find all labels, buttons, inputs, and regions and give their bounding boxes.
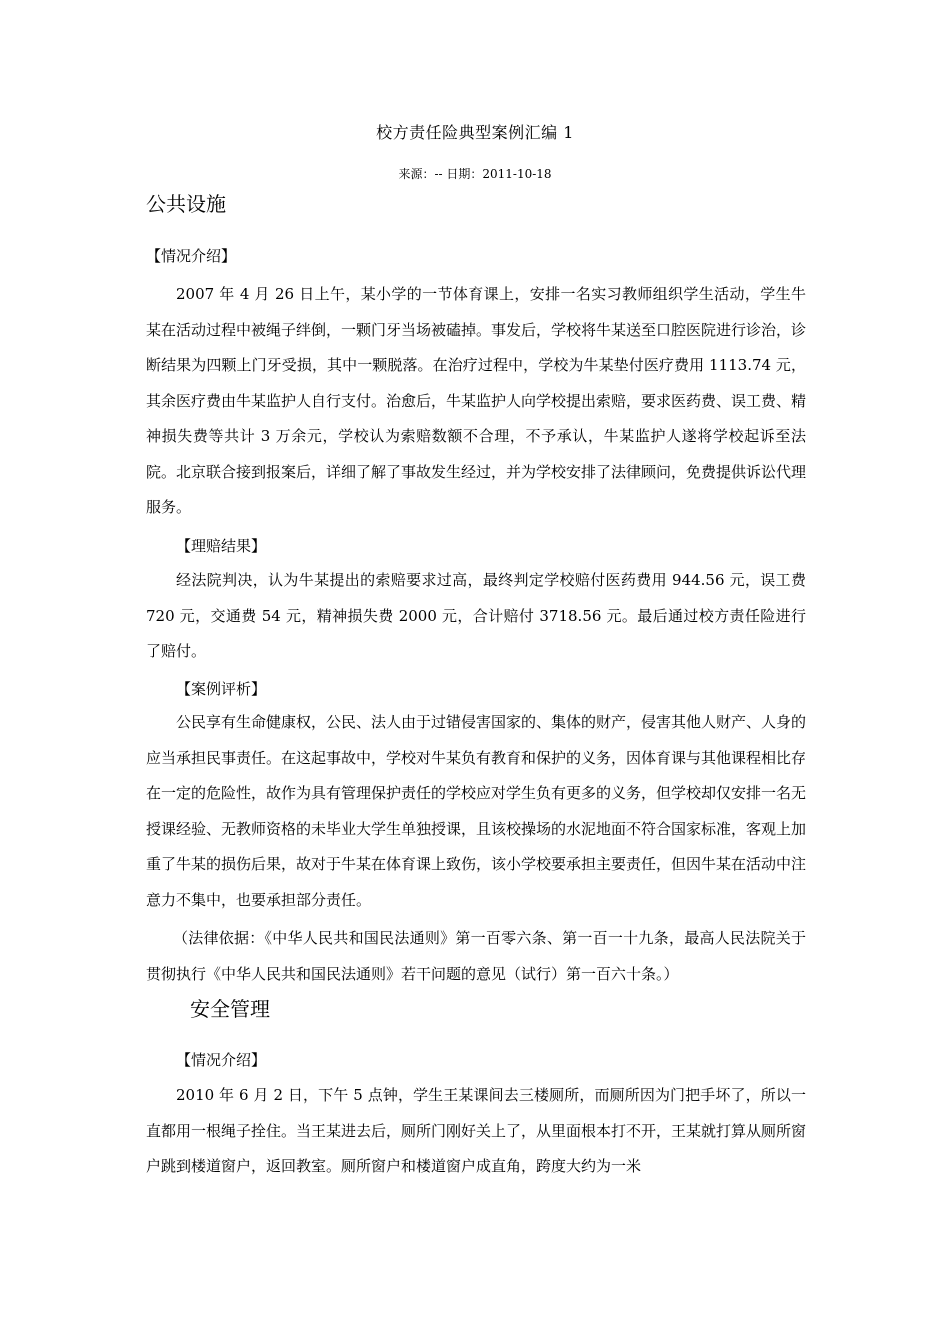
- section-heading-public-facilities: 公共设施: [146, 192, 226, 216]
- section1-analysis-label: 【案例评析】: [176, 680, 267, 698]
- section1-intro-text: 2007 年 4 月 26 日上午，某小学的一节体育课上，安排一名实习教师组织学生活动，学生牛某在活动过程中被绳子绊倒，一颗门牙当场被磕掉。事发后，学校将牛某送至口腔医院进行诊治，诊断结果为四颗上门牙受损，其中一颗脱落。在治疗过程中，学校为牛某垫付医疗费用 1113.74 元，其余医疗费由牛某监护人自行支付。治愈后，牛某监护人向学校提出索赔，要求医药费、误工费、精神损失费等共计 3 万余元，学校认为索赔数额不合理，不予承认，牛某监护人遂将学校起诉至法院。北京联合接到报案后，详细了解了事故发生经过，并为学校安排了法律顾问，免费提供诉讼代理服务。: [146, 285, 807, 516]
- document-title: 校方责任险典型案例汇编 1: [376, 123, 574, 142]
- section2-intro-label: 【情况介绍】: [176, 1051, 267, 1069]
- section-heading-safety-management: 安全管理: [190, 997, 270, 1021]
- section2-intro-text: 2010 年 6 月 2 日，下午 5 点钟，学生王某课间去三楼厕所，而厕所因为门把手坏了，所以一直都用一根绳子拴住。当王某进去后，厕所门刚好关上了，从里面根本打不开，王某就打算从厕所窗户跳到楼道窗户，返回教室。厕所窗户和楼道窗户成直角，跨度大约为一米: [146, 1086, 807, 1175]
- section1-analysis-text: 公民享有生命健康权，公民、法人由于过错侵害国家的、集体的财产，侵害其他人财产、人身的应当承担民事责任。在这起事故中，学校对牛某负有教育和保护的义务，因体育课与其他课程相比存在一定的危险性，故作为具有管理保护责任的学校应对学生负有更多的义务，但学校却仅安排一名无授课经验、无教师资格的未毕业大学生单独授课，且该校操场的水泥地面不符合国家标准，客观上加重了牛某的损伤后果，故对于牛某在体育课上致伤，该小学校要承担主要责任，但因牛某在活动中注意力不集中，也要承担部分责任。: [146, 713, 807, 909]
- section1-result-text: 经法院判决，认为牛某提出的索赔要求过高，最终判定学校赔付医药费用 944.56 元，误工费 720 元，交通费 54 元，精神损失费 2000 元，合计赔付 3718.56 元。最后通过校方责任险进行了赔付。: [146, 571, 806, 660]
- section1-intro-label: 【情况介绍】: [146, 247, 237, 265]
- document-meta: 来源：-- 日期：2011-10-18: [398, 167, 552, 181]
- section1-law-basis: （法律依据：《中华人民共和国民法通则》第一百零六条、第一百一十九条，最高人民法院关于贯彻执行《中华人民共和国民法通则》若干问题的意见（试行）第一百六十条。）: [146, 929, 806, 983]
- section1-result-label: 【理赔结果】: [176, 537, 267, 555]
